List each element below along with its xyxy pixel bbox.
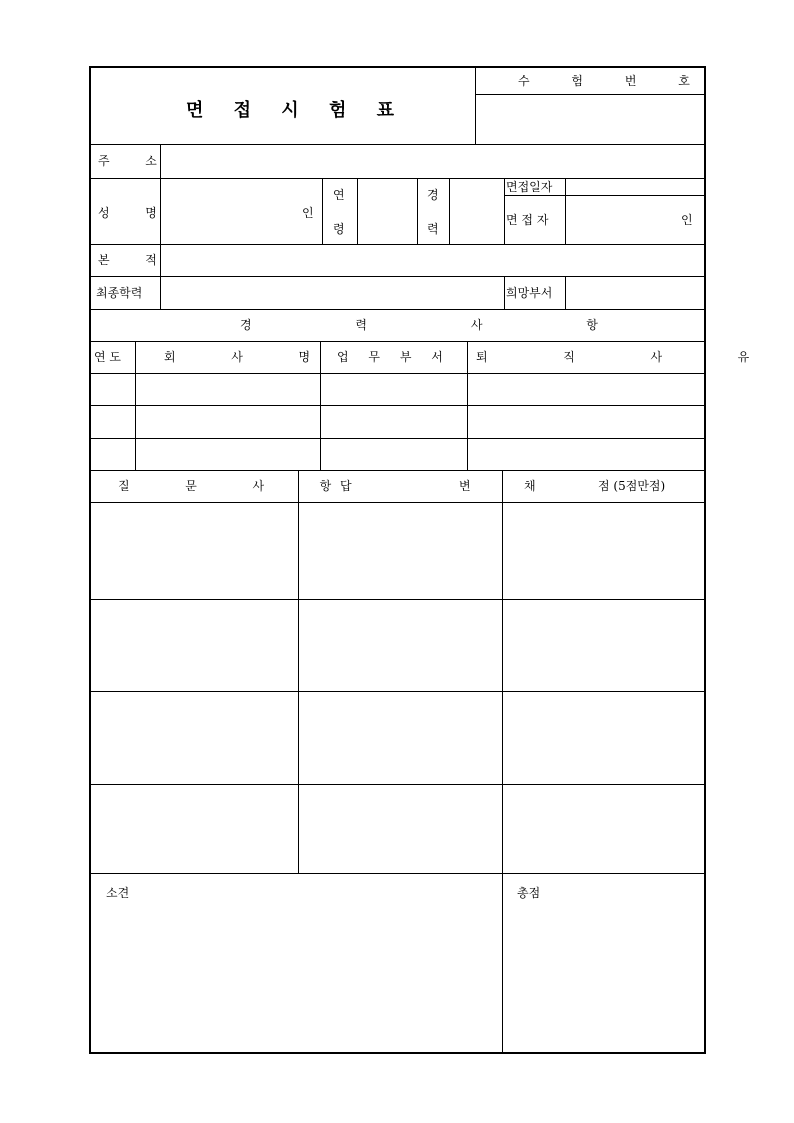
opinion-label: 소견	[106, 886, 130, 900]
career-col-resign-reason: 퇴 직 사 유	[476, 350, 750, 364]
domicile-label: 본 적	[98, 253, 157, 267]
career-label-bottom: 력	[427, 222, 439, 236]
row-divider-name	[89, 244, 706, 245]
row-divider-career-header	[89, 341, 706, 342]
row-divider-career-2	[89, 438, 706, 439]
age-label-bottom: 령	[333, 222, 345, 236]
row-divider-address	[89, 178, 706, 179]
row-divider-qa-2	[89, 691, 706, 692]
desired-dept-label: 희망부서	[506, 286, 553, 300]
col-divider-career-label	[417, 178, 418, 244]
interview-form-frame	[89, 66, 706, 1054]
col-divider-label	[160, 144, 161, 309]
career-col-company: 회 사 명	[164, 350, 311, 364]
col-divider-career-value	[449, 178, 450, 244]
career-col-dept: 업 무 부 서	[337, 350, 443, 364]
col-divider-career-company	[320, 341, 321, 470]
col-divider-dept-right	[565, 276, 566, 309]
row-divider-domicile	[89, 276, 706, 277]
col-divider-qa-question	[298, 470, 299, 873]
row-divider-qa-1	[89, 599, 706, 600]
col-divider-interview-label-left	[504, 178, 505, 244]
exam-number-label: 수 험 번 호	[518, 74, 690, 88]
col-divider-age-value	[357, 178, 358, 244]
age-label-top: 연	[333, 188, 345, 202]
col-divider-qa-answer	[502, 470, 503, 1054]
col-divider-name-age	[322, 178, 323, 244]
row-divider-career-1	[89, 405, 706, 406]
qa-col-answer-left: 답	[340, 479, 352, 493]
qa-col-question: 질 문 사 항	[118, 479, 332, 493]
row-divider-career-3	[89, 470, 706, 471]
qa-col-score-left: 채	[524, 479, 536, 493]
career-section-header: 경 력 사 항	[240, 318, 598, 332]
seal-mark-name: 인	[302, 206, 314, 220]
page-title: 면 접 시 험 표	[186, 100, 407, 121]
name-label: 성 명	[98, 206, 157, 220]
qa-col-score-right: 점 (5점만점)	[598, 479, 666, 493]
col-divider-career-dept	[467, 341, 468, 470]
col-divider-title	[475, 66, 476, 144]
row-divider-exam-number	[475, 94, 706, 95]
address-label: 주 소	[98, 154, 157, 168]
row-divider-career-columns	[89, 373, 706, 374]
seal-mark-interviewer: 인	[681, 213, 693, 227]
qa-col-answer-right: 변	[459, 479, 471, 493]
row-divider-qa-3	[89, 784, 706, 785]
row-divider-qa-4	[89, 873, 706, 874]
row-divider-qa-header	[89, 502, 706, 503]
col-divider-interview-label-right	[565, 178, 566, 244]
total-score-label: 총점	[517, 886, 541, 900]
career-label-top: 경	[427, 188, 439, 202]
row-divider-title	[89, 144, 706, 145]
interviewer-label: 면 접 자	[506, 213, 549, 227]
interview-date-label: 면접일자	[506, 180, 553, 194]
career-col-year: 연 도	[94, 350, 121, 364]
col-divider-career-year	[135, 341, 136, 470]
row-divider-education	[89, 309, 706, 310]
row-divider-interview-date	[504, 195, 706, 196]
col-divider-dept-left	[504, 276, 505, 309]
education-label: 최종학력	[96, 286, 143, 300]
